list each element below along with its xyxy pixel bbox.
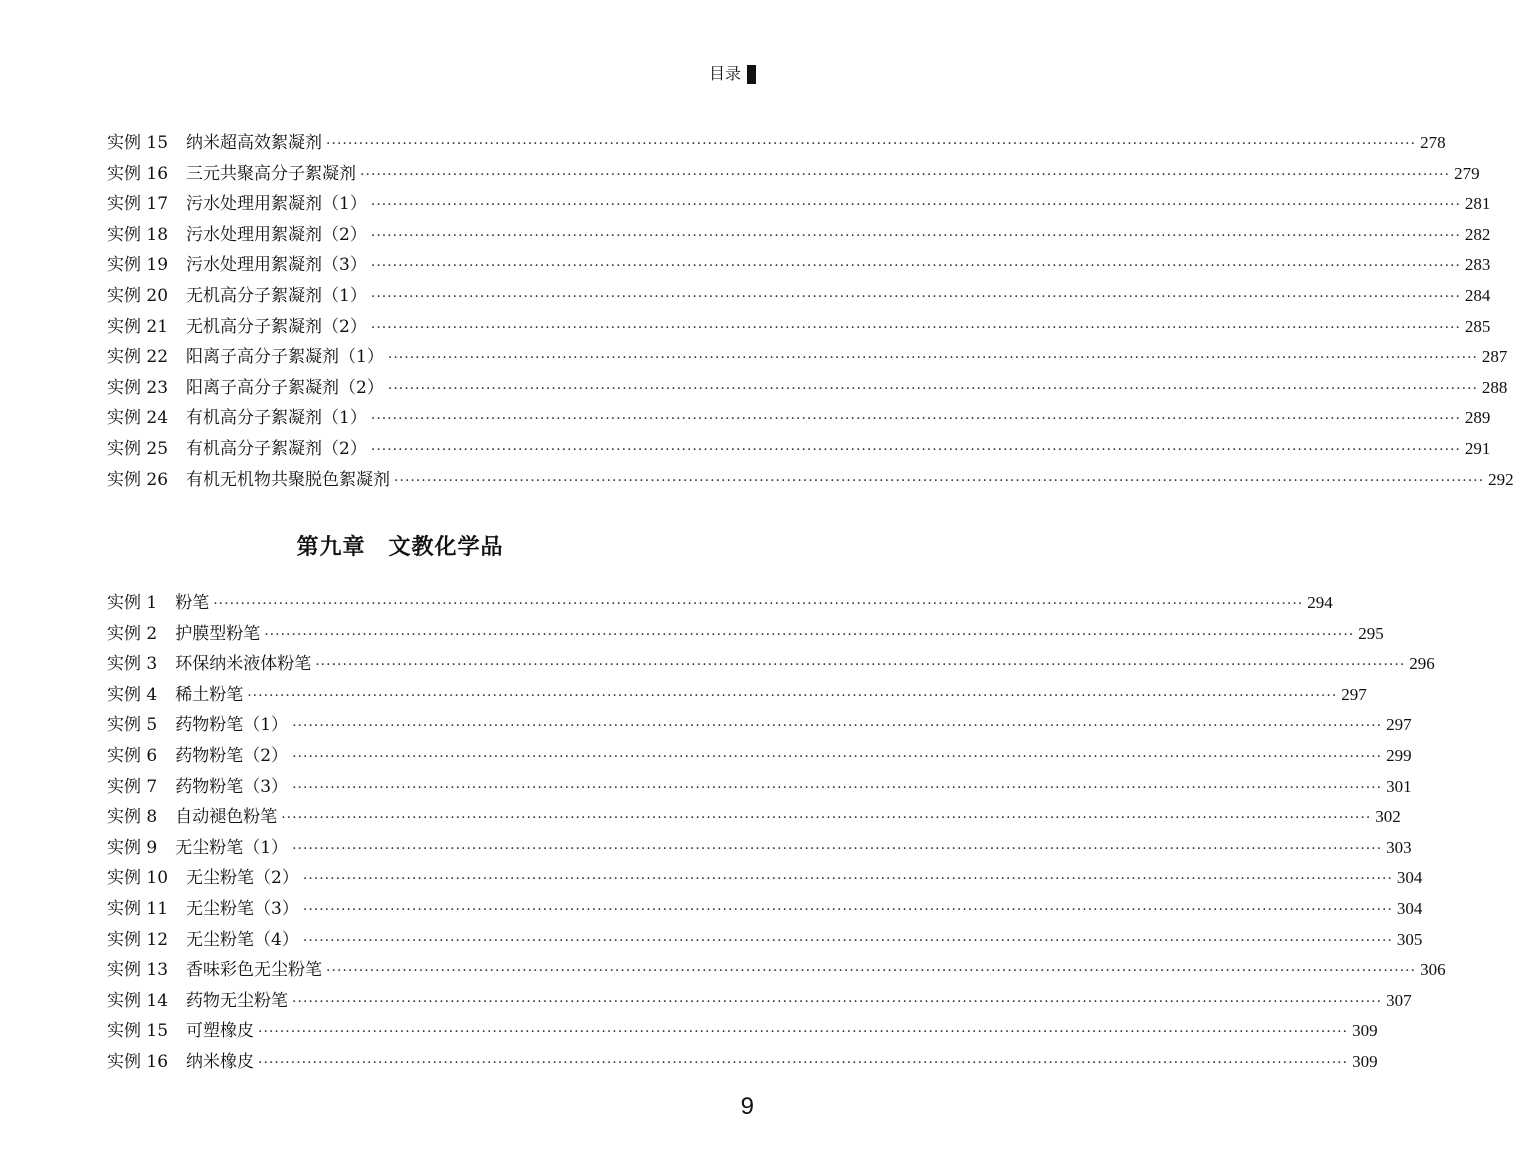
entry-page-number: 284	[1464, 285, 1491, 305]
entry-page-number: 309	[1352, 1051, 1378, 1071]
chapter-heading: 第九章 文教化学品	[296, 535, 504, 560]
entry-number: 实例 13	[107, 960, 169, 981]
entry-number: 实例 10	[107, 868, 169, 889]
toc-entry	[107, 955, 1446, 986]
entry-page-number: 306	[1420, 960, 1446, 980]
entry-number: 实例 7	[107, 776, 158, 797]
toc-entry	[107, 588, 1333, 619]
dot-leader: ········································································································································································································	[302, 901, 1393, 918]
entry-number: 实例 20	[107, 285, 169, 306]
entry-number: 实例 24	[107, 408, 169, 429]
dot-leader: ········································································································································································································	[247, 687, 1338, 704]
entry-number: 实例 5	[107, 715, 158, 736]
entry-title: 有机无机物共聚脱色絮凝剂	[186, 469, 391, 490]
dot-leader: ········································································································································································································	[370, 411, 1461, 428]
entry-title: 无尘粉笔（1）	[175, 837, 289, 858]
entry-number: 实例 6	[107, 745, 158, 766]
entry-page-number: 281	[1464, 194, 1491, 214]
toc-entry	[107, 710, 1412, 741]
entry-page-number: 296	[1409, 654, 1435, 674]
toc-entry	[107, 680, 1367, 711]
dot-leader: ········································································································································································································	[326, 963, 1417, 980]
dot-leader: ········································································································································································································	[281, 810, 1372, 827]
toc-entry	[107, 863, 1423, 894]
entry-page-number: 299	[1386, 745, 1412, 765]
entry-number: 实例 12	[107, 929, 169, 950]
entry-title: 污水处理用絮凝剂（1）	[186, 194, 367, 215]
entry-page-number: 278	[1420, 133, 1446, 152]
entry-page-number: 292	[1488, 469, 1514, 489]
dot-leader: ········································································································································································································	[370, 197, 1461, 214]
dot-leader: ········································································································································································································	[360, 166, 1451, 183]
dot-leader: ········································································································································································································	[292, 840, 1383, 857]
toc-entry	[107, 281, 1491, 312]
dot-leader: ········································································································································································································	[258, 1024, 1349, 1041]
toc-entry	[107, 312, 1491, 343]
entry-title: 自动褪色粉笔	[175, 807, 278, 828]
entry-page-number: 297	[1386, 715, 1412, 735]
dot-leader: ········································································································································································································	[394, 472, 1485, 489]
entry-page-number: 291	[1464, 438, 1491, 458]
running-header	[709, 64, 756, 84]
entry-title: 粉笔	[175, 593, 210, 613]
dot-leader: ········································································································································································································	[292, 718, 1383, 735]
toc-entry	[107, 649, 1435, 680]
entry-number: 实例 26	[107, 469, 169, 490]
entry-title: 环保纳米液体粉笔	[175, 654, 312, 675]
entry-title: 药物无尘粉笔	[186, 990, 289, 1011]
entry-page-number: 285	[1464, 316, 1491, 336]
entry-number: 实例 21	[107, 316, 169, 337]
entry-page-number: 304	[1396, 868, 1423, 888]
entry-page-number: 307	[1386, 990, 1412, 1010]
toc-entry	[107, 434, 1491, 465]
entry-title: 无尘粉笔（3）	[186, 898, 299, 919]
entry-title: 药物粉笔（3）	[175, 776, 289, 797]
entry-title: 香味彩色无尘粉笔	[186, 960, 323, 981]
entry-title: 阳离子高分子絮凝剂（2）	[186, 377, 384, 398]
toc-entry	[107, 159, 1480, 190]
entry-title: 有机高分子絮凝剂（1）	[186, 408, 367, 429]
entry-title: 无尘粉笔（2）	[186, 868, 299, 889]
entry-page-number: 283	[1464, 255, 1491, 275]
toc-entry	[107, 619, 1384, 650]
dot-leader: ········································································································································································································	[370, 319, 1461, 336]
entry-number: 实例 17	[107, 194, 169, 215]
entry-number: 实例 16	[107, 1051, 169, 1072]
entry-page-number: 309	[1352, 1021, 1378, 1041]
dot-leader: ········································································································································································································	[387, 350, 1478, 367]
entry-number: 实例 19	[107, 255, 169, 276]
entry-page-number: 288	[1481, 377, 1508, 397]
toc-entry	[107, 986, 1412, 1017]
entry-page-number: 279	[1454, 163, 1480, 183]
dot-leader: ········································································································································································································	[370, 288, 1461, 305]
dot-leader: ········································································································································································································	[302, 871, 1393, 888]
dot-leader: ········································································································································································································	[370, 258, 1461, 275]
entry-title: 阳离子高分子絮凝剂（1）	[186, 347, 384, 368]
entry-title: 药物粉笔（1）	[175, 715, 289, 736]
entry-title: 纳米超高效絮凝剂	[186, 133, 323, 153]
dot-leader: ········································································································································································································	[258, 1054, 1349, 1071]
entry-title: 药物粉笔（2）	[175, 745, 289, 766]
dot-leader: ········································································································································································································	[292, 993, 1383, 1010]
entry-title: 可塑橡皮	[186, 1021, 255, 1042]
entry-page-number: 303	[1386, 837, 1412, 857]
toc-entry	[107, 741, 1412, 772]
entry-number: 实例 4	[107, 684, 158, 705]
entry-page-number: 302	[1375, 807, 1401, 827]
toc-entry	[107, 802, 1401, 833]
entry-page-number: 294	[1307, 593, 1333, 612]
toc-entry	[107, 342, 1508, 373]
dot-leader: ········································································································································································································	[326, 136, 1417, 152]
dot-leader: ········································································································································································································	[264, 626, 1355, 643]
entry-title: 护膜型粉笔	[175, 623, 261, 644]
entry-number: 实例 16	[107, 163, 169, 184]
entry-number: 实例 1	[107, 593, 158, 613]
entry-number: 实例 18	[107, 224, 169, 245]
entry-number: 实例 15	[107, 133, 169, 153]
entry-page-number: 297	[1341, 684, 1367, 704]
dot-leader: ········································································································································································································	[302, 932, 1393, 949]
entry-title: 纳米橡皮	[186, 1051, 255, 1072]
entry-number: 实例 9	[107, 837, 158, 858]
header-section-label: 目录	[708, 64, 741, 83]
dot-leader: ········································································································································································································	[370, 441, 1461, 458]
toc-entry	[107, 925, 1423, 956]
entry-number: 实例 15	[107, 1021, 169, 1042]
toc-entry	[107, 1047, 1378, 1078]
dot-leader: ········································································································································································································	[315, 657, 1406, 674]
header-marker-bar	[747, 65, 756, 84]
entry-title: 无机高分子絮凝剂（2）	[186, 316, 367, 337]
entry-number: 实例 23	[107, 377, 169, 398]
toc-entry	[107, 220, 1491, 251]
entry-number: 实例 25	[107, 438, 169, 459]
entry-page-number: 301	[1386, 776, 1412, 796]
toc-entry	[107, 465, 1514, 496]
toc-entry	[107, 189, 1491, 220]
dot-leader: ········································································································································································································	[292, 748, 1383, 765]
toc-list-stationery-chemicals	[107, 588, 1446, 1078]
entry-number: 实例 11	[107, 898, 169, 919]
entry-page-number: 295	[1358, 623, 1384, 643]
entry-number: 实例 22	[107, 347, 169, 368]
entry-page-number: 289	[1464, 408, 1491, 428]
entry-number: 实例 14	[107, 990, 169, 1011]
toc-entry	[107, 128, 1446, 159]
page-number: 9	[740, 1093, 754, 1120]
entry-number: 实例 3	[107, 654, 158, 675]
toc-entry	[107, 373, 1508, 404]
toc-list-flocculants	[107, 128, 1514, 495]
entry-page-number: 304	[1396, 898, 1423, 918]
toc-entry	[107, 1016, 1378, 1047]
entry-title: 稀土粉笔	[175, 684, 244, 705]
entry-page-number: 282	[1464, 224, 1491, 244]
entry-title: 三元共聚高分子絮凝剂	[186, 163, 357, 184]
entry-page-number: 287	[1481, 347, 1508, 367]
toc-entry	[107, 833, 1412, 864]
entry-title: 无尘粉笔（4）	[186, 929, 299, 950]
entry-number: 实例 2	[107, 623, 158, 644]
entry-title: 污水处理用絮凝剂（2）	[186, 224, 367, 245]
entry-page-number: 305	[1396, 929, 1423, 949]
dot-leader: ········································································································································································································	[370, 227, 1461, 244]
toc-entry	[107, 772, 1412, 803]
entry-title: 污水处理用絮凝剂（3）	[186, 255, 367, 276]
toc-entry	[107, 894, 1423, 925]
dot-leader: ········································································································································································································	[292, 779, 1383, 796]
dot-leader: ········································································································································································································	[213, 596, 1304, 612]
entry-title: 有机高分子絮凝剂（2）	[186, 438, 367, 459]
entry-number: 实例 8	[107, 807, 158, 828]
entry-title: 无机高分子絮凝剂（1）	[186, 285, 367, 306]
toc-entry	[107, 250, 1491, 281]
dot-leader: ········································································································································································································	[387, 380, 1478, 397]
toc-entry	[107, 403, 1491, 434]
